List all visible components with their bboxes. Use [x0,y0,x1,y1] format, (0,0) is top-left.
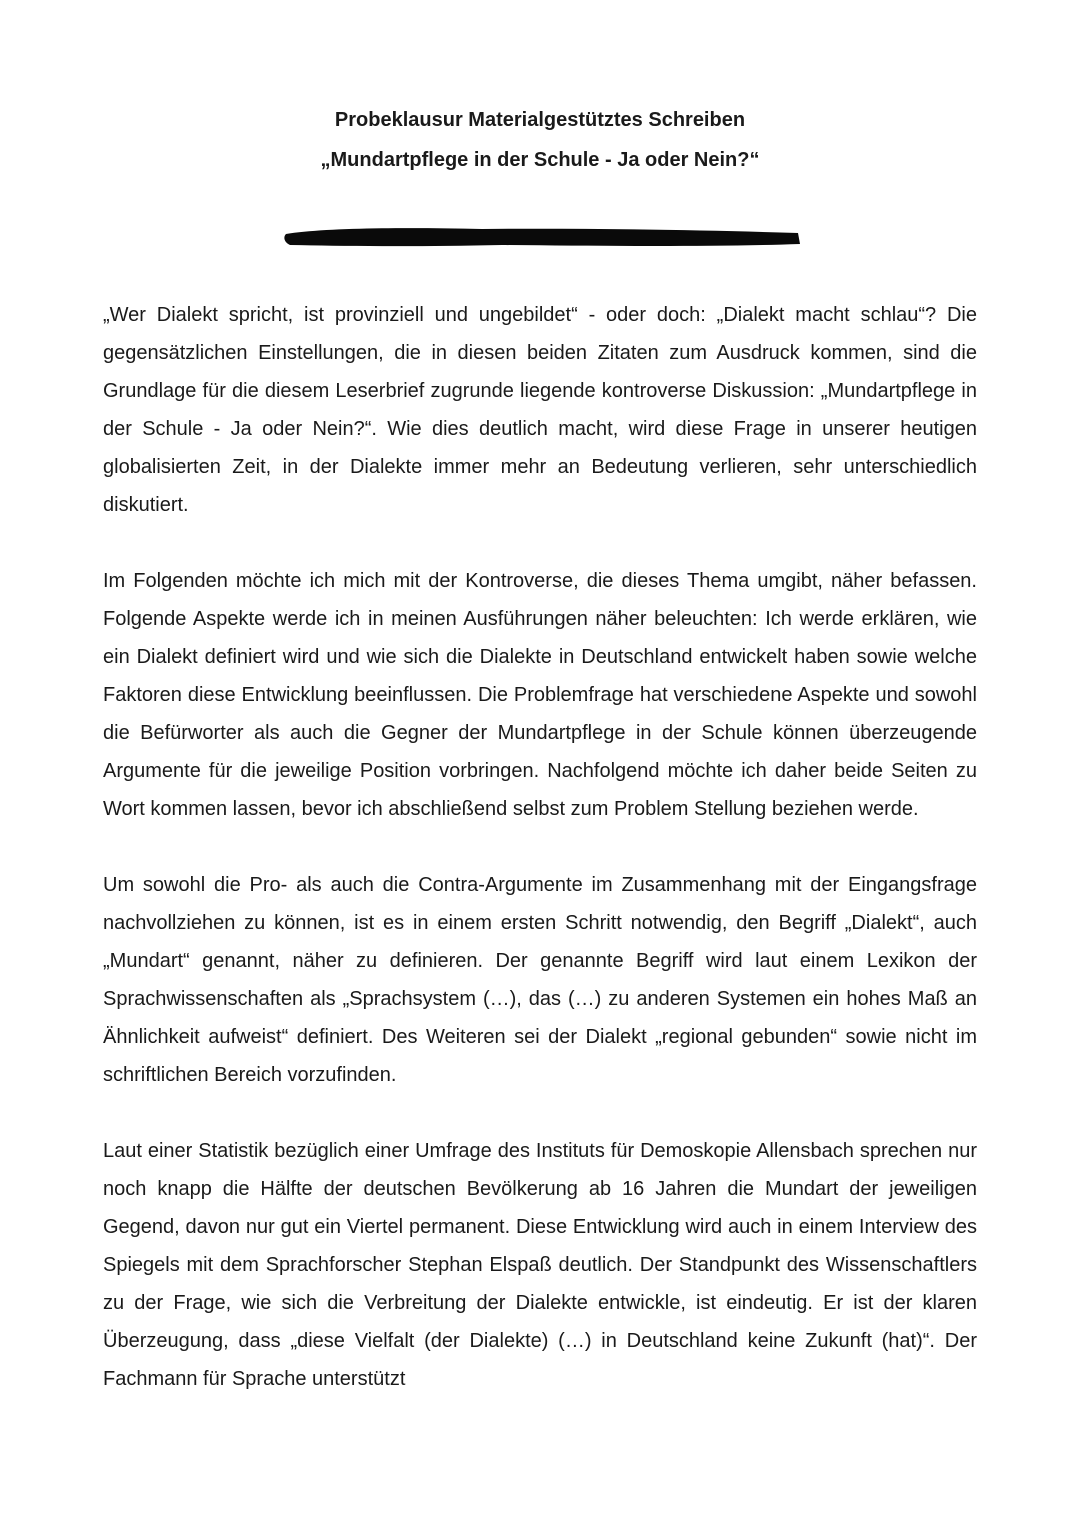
document-body [103,296,977,1398]
document-header [0,100,1080,180]
paragraph-intro: „Wer Dialekt spricht, ist provinziell und ungebildet“ - oder doch: „Dialekt macht schlau“? Die gegensätzlichen Einstellungen, die in diesen beiden Zitaten zum Ausdruck kommen, sind die Grundlage für die diesem Leserbrief zugrunde liegende kontroverse Diskussion: „Mundartpflege in der Schule - Ja oder Nein?“. Wie dies deutlich macht, wird diese Frage in unserer heutigen globalisierten Zeit, in der Dialekte immer mehr an Bedeutung verlieren, sehr unterschiedlich diskutiert. [103,304,977,516]
document-title: Probeklausur Materialgestütztes Schreiben [334,109,746,131]
redaction-mark [282,224,802,250]
paragraph-statistics: Laut einer Statistik bezüglich einer Umfrage des Instituts für Demoskopie Allensbach sprechen nur noch knapp die Hälfte der deutschen Bevölkerung ab 16 Jahren die Mundart der jeweiligen Gegend, davon nur gut ein Viertel permanent. Diese Entwicklung wird auch in einem Interview des Spiegels mit dem Sprachforscher Stephan Elspaß deutlich. Der Standpunkt des Wissenschaftlers zu der Frage, wie sich die Verbreitung der Dialekte entwickle, ist eindeutig. Er ist der klaren Überzeugung, dass „diese Vielfalt (der Dialekte) (…) in Deutschland keine Zukunft (hat)“. Der Fachmann für Sprache unterstützt [103,1140,977,1390]
paragraph-outline: Im Folgenden möchte ich mich mit der Kontroverse, die dieses Thema umgibt, näher befassen. Folgende Aspekte werde ich in meinen Ausführungen näher beleuchten: Ich werde erklären, wie ein Dialekt definiert wird und wie sich die Dialekte in Deutschland entwickelt haben sowie welche Faktoren diese Entwicklung beeinflussen. Die Problemfrage hat verschiedene Aspekte und sowohl die Befürworter als auch die Gegner der Mundartpflege in der Schule können überzeugende Argumente für die jeweilige Position vorbringen. Nachfolgend möchte ich daher beide Seiten zu Wort kommen lassen, bevor ich abschließend selbst zum Problem Stellung beziehen werde. [103,570,977,820]
document-subtitle: „Mundartpflege in der Schule - Ja oder Nein?“ [320,149,760,171]
paragraph-definition: Um sowohl die Pro- als auch die Contra-Argumente im Zusammenhang mit der Eingangsfrage nachvollziehen zu können, ist es in einem ersten Schritt notwendig, den Begriff „Dialekt“, auch „Mundart“ genannt, näher zu definieren. Der genannte Begriff wird laut einem Lexikon der Sprachwissenschaften als „Sprachsystem (…), das (…) zu anderen Systemen ein hohes Maß an Ähnlichkeit aufweist“ definiert. Des Weiteren sei der Dialekt „regional gebunden“ sowie nicht im schriftlichen Bereich vorzufinden. [103,874,977,1086]
redaction-stroke [284,228,800,246]
